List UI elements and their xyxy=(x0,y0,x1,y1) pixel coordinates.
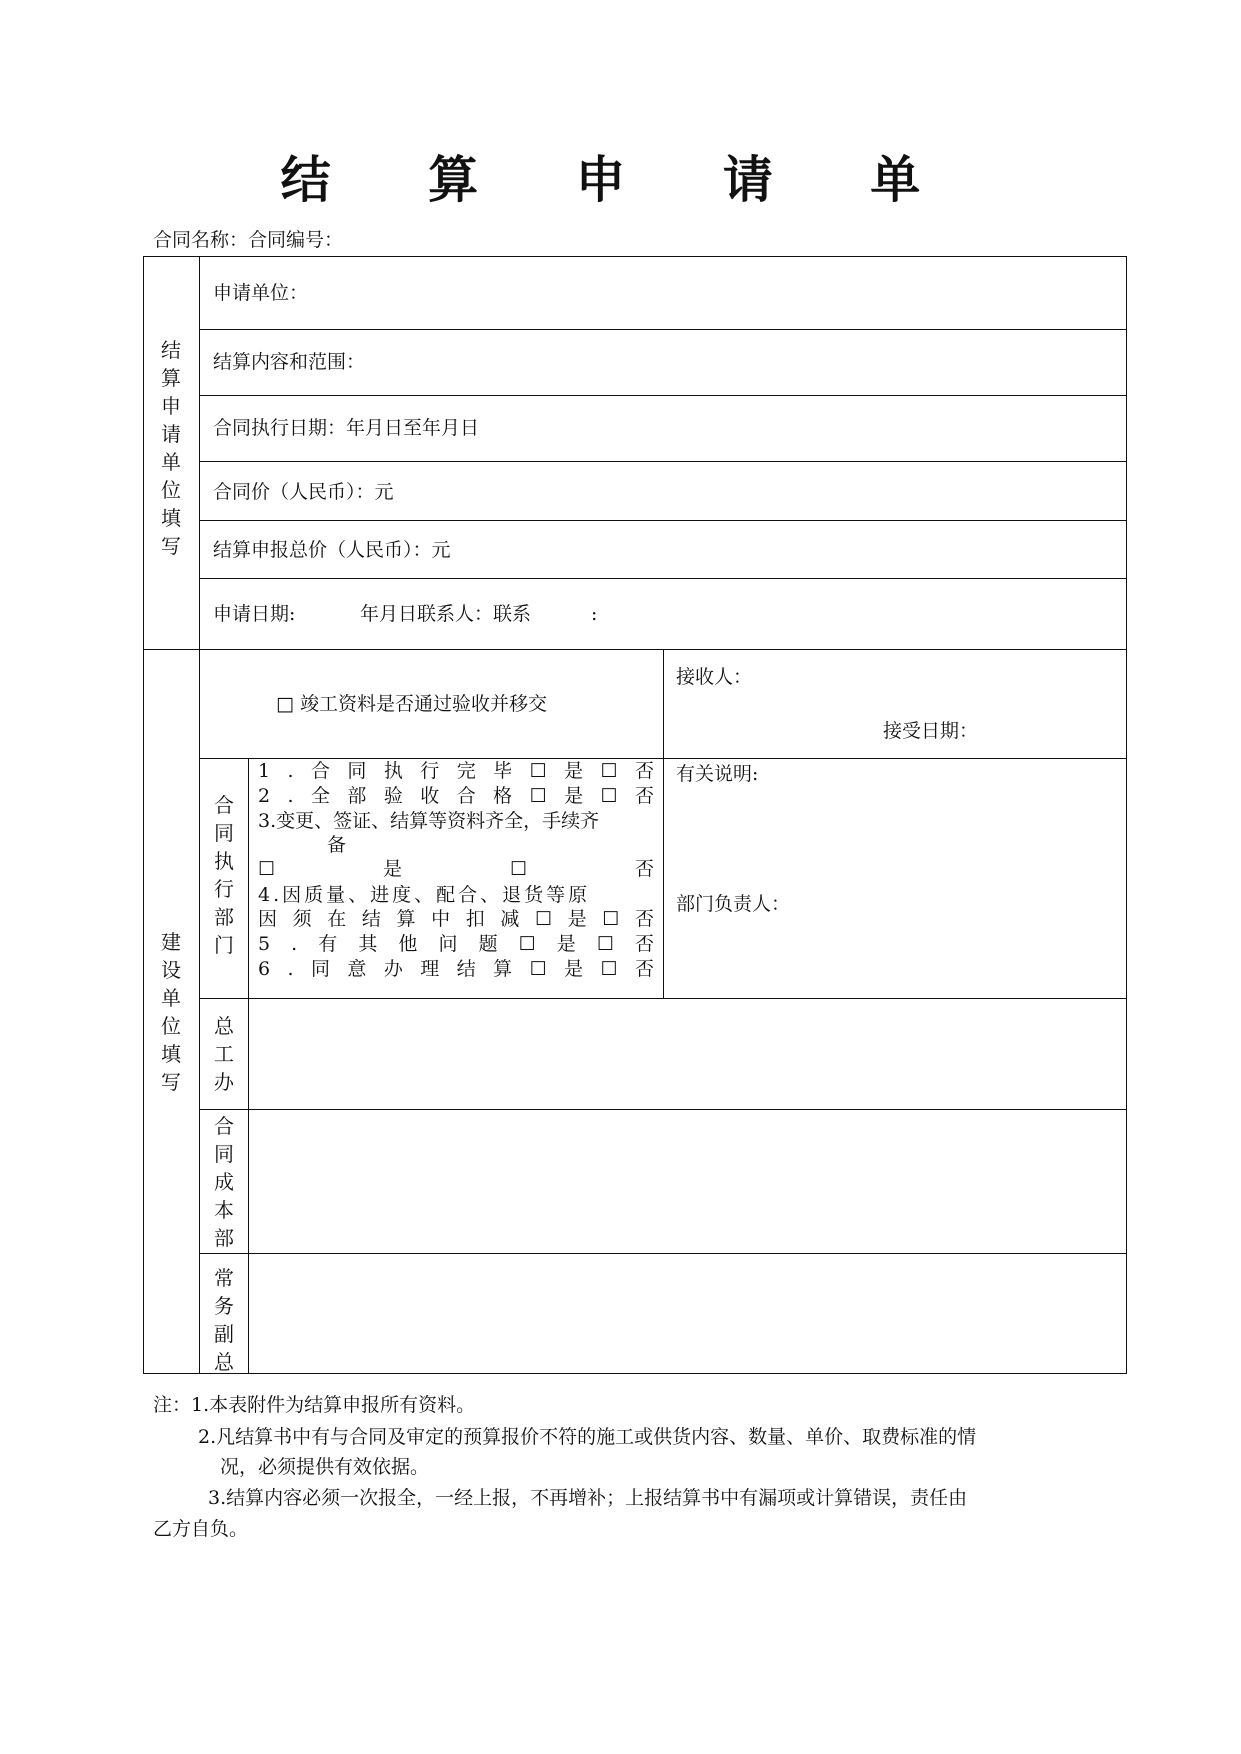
receiver-field[interactable]: 接收人： xyxy=(676,666,753,688)
check-item-2[interactable]: 2 . 全 部 验 收 合 格 ☐ 是 ☐ 否 xyxy=(258,785,654,807)
note-3: 3.结算内容必须一次报全，一经上报，不再增补；上报结算书中有漏项或计算错误，责任由 xyxy=(208,1487,968,1509)
remarks-field[interactable]: 有关说明: xyxy=(676,763,759,785)
contact-colon: : xyxy=(591,603,598,625)
cost-dept-label: 合同成本部 xyxy=(214,1114,234,1250)
completion-docs-checkbox[interactable]: □ 竣工资料是否通过验收并移交 xyxy=(276,693,547,715)
check-item-3-options[interactable]: ☐ 是 ☐ 否 xyxy=(258,858,654,880)
note-2: 2.凡结算书中有与合同及审定的预算报价不符的施工或供货内容、数量、单价、取费标准的情 xyxy=(198,1426,977,1448)
contract-name-number-label: 合同名称：合同编号： xyxy=(153,229,344,251)
check-item-3-wrap: 备 xyxy=(327,834,347,856)
check-item-6[interactable]: 6 . 同 意 办 理 结 算 ☐ 是 ☐ 否 xyxy=(258,958,654,980)
applicant-unit-field[interactable]: 申请单位： xyxy=(213,282,309,304)
receive-date-field[interactable]: 接受日期： xyxy=(883,720,979,742)
contract-dept-label: 合同执行部门 xyxy=(214,793,234,957)
page-title: 结 算 申 请 单 xyxy=(280,150,961,209)
contract-period-field[interactable]: 合同执行日期：年月日至年月日 xyxy=(213,417,480,439)
check-item-4[interactable]: 4.因质量、进度、配合、退货等原 xyxy=(258,884,591,906)
date-contact-field[interactable]: 年月日联系人：联系 xyxy=(360,603,532,625)
declared-total-field[interactable]: 结算申报总价（人民币）：元 xyxy=(213,539,451,561)
contract-price-field[interactable]: 合同价（人民币）：元 xyxy=(213,481,394,503)
check-item-3[interactable]: 3.变更、签证、结算等资料齐全，手续齐 xyxy=(258,810,600,832)
note-3-cont: 乙方自负。 xyxy=(153,1518,249,1540)
note-2-cont: 况，必须提供有效依据。 xyxy=(220,1456,430,1478)
dept-head-field[interactable]: 部门负责人： xyxy=(676,893,791,915)
builder-section-label: 建设单位填写 xyxy=(161,930,181,1094)
general-office-label: 总工办 xyxy=(214,1014,234,1094)
check-item-4-wrap[interactable]: 因 须 在 结 算 中 扣 减 ☐ 是 ☐ 否 xyxy=(258,908,654,930)
settlement-scope-field[interactable]: 结算内容和范围： xyxy=(213,351,366,373)
check-item-5[interactable]: 5 . 有 其 他 问 题 ☐ 是 ☐ 否 xyxy=(258,933,654,955)
applicant-section-label: 结算申请单位填写 xyxy=(161,338,181,558)
vice-president-label: 常务副总 xyxy=(214,1266,234,1374)
check-item-1[interactable]: 1 . 合 同 执 行 完 毕 ☐ 是 ☐ 否 xyxy=(258,760,654,782)
note-1: 注：1.本表附件为结算申报所有资料。 xyxy=(153,1394,476,1416)
application-date-label[interactable]: 申请日期: xyxy=(213,603,296,625)
